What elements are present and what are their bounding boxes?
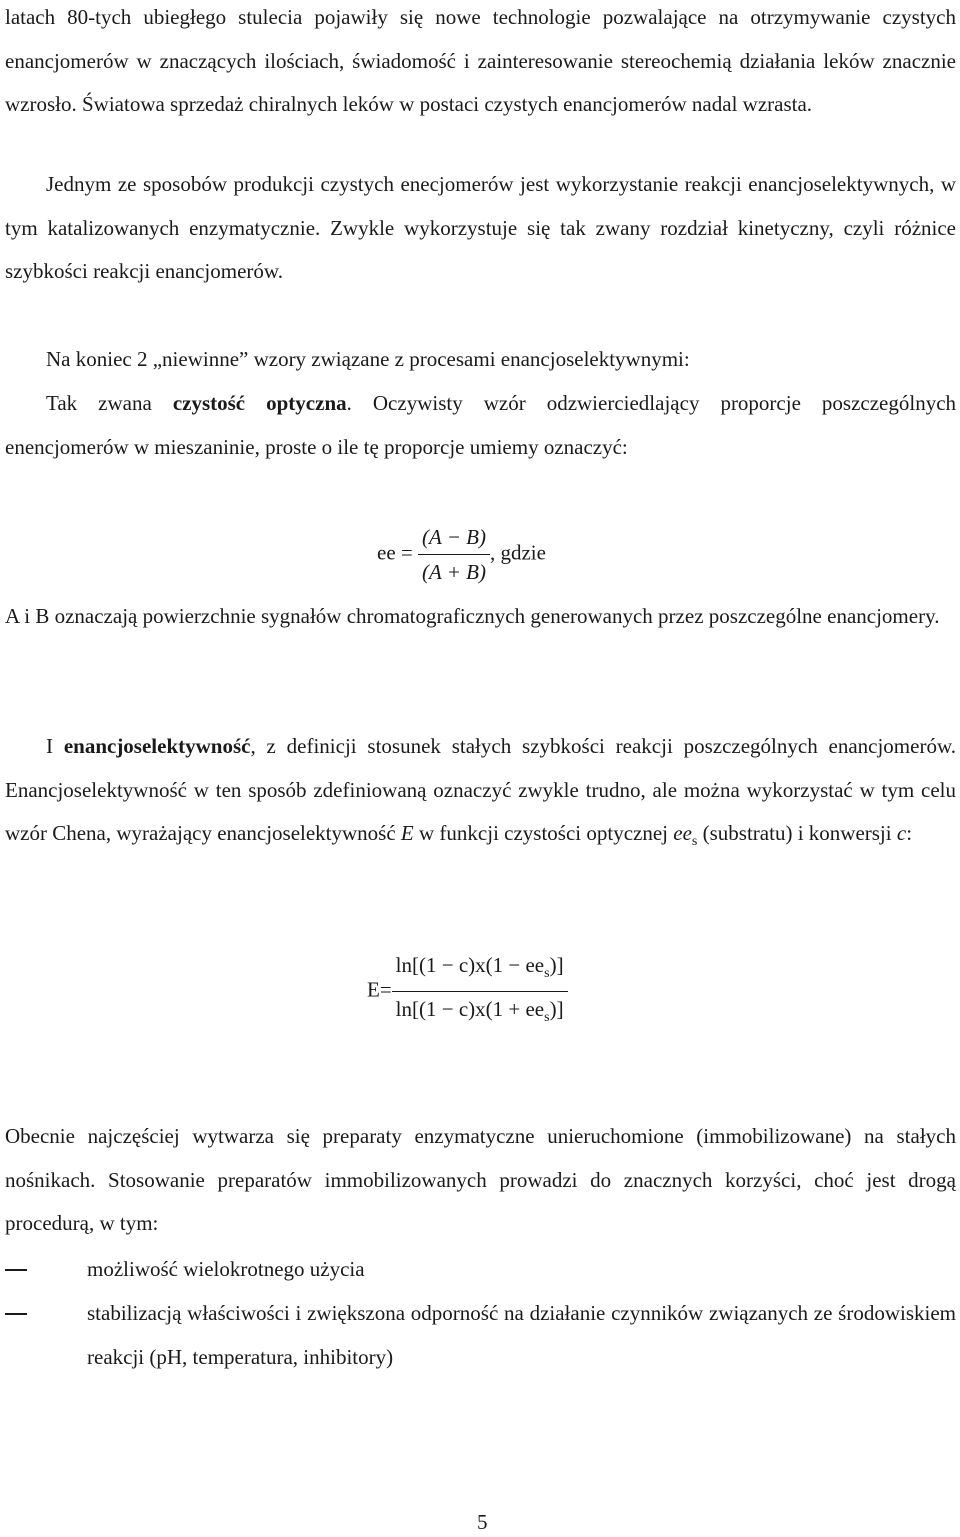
term-enantioselectivity: enancjoselektywność [63, 734, 251, 758]
equation-chen-lhs: E= [367, 977, 392, 1002]
paragraph-formulas-intro: Na koniec 2 „niewinne” wzory związane z procesami enancjoselektywnymi: [46, 347, 690, 371]
text: , z definicji stosunek stałych szybkości reakcji poszczególnych enancjomerów. Enancjoselektywność w ten sposób zdefiniowaną oznaczyć zwykle trudno, ale można wykorzystać w tym celu wzór Chena, wyrażający enancjoselektywność [5, 734, 956, 845]
page-number: 5 [477, 1510, 488, 1534]
text: I [46, 734, 64, 758]
var-E: E [400, 821, 414, 845]
denominator-end: )] [549, 997, 564, 1022]
var-s: s [691, 834, 698, 850]
paragraph-production: Jednym ze sposobów produkcji czystych enecjomerów jest wykorzystanie reakcji enancjoselektywnych, w tym katalizowanych enzymatycznie. Zwykle wykorzystuje się tak zwany rozdział kinetyczny, czyli różnice szybkości reakcji enancjomerów. [5, 172, 956, 283]
equation-ee [377, 520, 546, 589]
equation-ee-suffix: , gdzie [489, 540, 546, 565]
equation-ee-denominator: (A + B) [422, 560, 486, 584]
paragraph-intro: latach 80-tych ubiegłego stulecia pojawiły się nowe technologie pozwalające na otrzymywanie czystych enancjomerów w znaczących ilościach, świadomość i zainteresowanie stereochemią działania leków znacznie wzrosło. Światowa sprzedaż chiralnych leków w postaci czystych enancjomerów nadal wzrasta. [5, 5, 956, 116]
dash-bullet [5, 1313, 27, 1315]
list-item [5, 1248, 956, 1292]
denominator-sub: s [544, 1010, 550, 1026]
var-c: c [896, 821, 907, 845]
equation-chen-denominator [392, 992, 568, 1035]
equation-chen [367, 948, 568, 1035]
equation-ee-lhs: ee = [377, 540, 413, 565]
text: . Oczywisty wzór odzwierciedlający proporcje poszczególnych enencjomerów w mieszaninie, proste o ile tę proporcje umiemy oznaczyć: [5, 391, 957, 459]
text: w funkcji czystości optycznej [413, 821, 674, 845]
numerator-end: )] [549, 953, 564, 977]
term-optical-purity: czystość optyczna [172, 391, 347, 415]
text: (substratu) i konwersji [697, 821, 897, 845]
paragraph-immobilized: Obecnie najczęściej wytwarza się preparaty enzymatyczne unieruchomione (immobilizowane) na stałych nośnikach. Stosowanie preparatów immobilizowanych prowadzi do znacznych korzyści, choć jest drogą procedurą, w tym: [5, 1124, 956, 1235]
numerator-text: ln[(1 − c)x(1 − ee [395, 953, 545, 977]
equation-ee-fraction [418, 520, 490, 589]
dash-bullet [5, 1269, 27, 1271]
text: Tak zwana [46, 391, 173, 415]
paragraph-enantioselectivity [5, 725, 956, 864]
paragraph-optical-purity [5, 382, 956, 469]
list-item-text: stabilizacją właściwości i zwiększona odporność na działanie czynników związanych ze środowiskiem reakcji (pH, temperatura, inhibitory) [87, 1301, 956, 1369]
text: : [906, 821, 913, 845]
numerator-sub: s [544, 966, 550, 982]
list-item [5, 1292, 956, 1380]
equation-chen-fraction [392, 948, 568, 1035]
equation-chen-numerator [392, 948, 568, 992]
denominator-text: ln[(1 − c)x(1 + ee [395, 997, 545, 1022]
list-item-text: możliwość wielokrotnego użycia [87, 1257, 365, 1281]
equation-ee-numerator: (A − B) [418, 520, 490, 555]
var-ee: ee [673, 821, 692, 845]
paragraph-signals: A i B oznaczają powierzchnie sygnałów chromatograficznych generowanych przez poszczególne enancjomery. [5, 604, 940, 628]
